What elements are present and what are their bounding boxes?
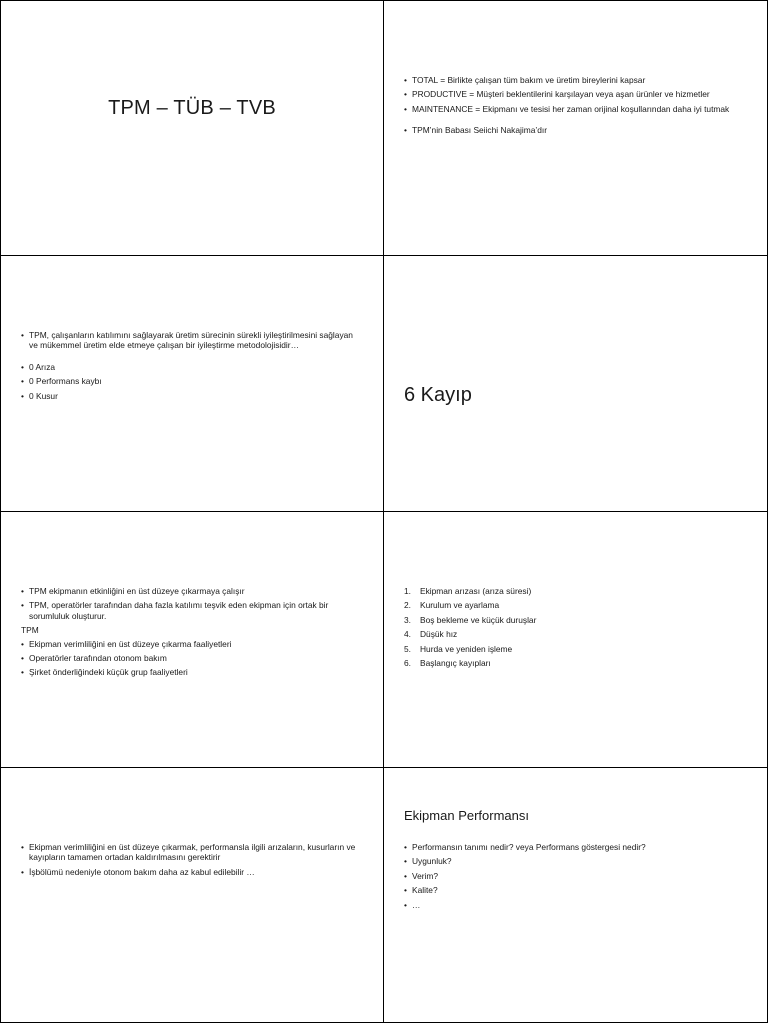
numbered-item <box>404 644 745 654</box>
bullet-item: • 0 Kusur <box>21 391 361 401</box>
slide-title: Ekipman Performansı <box>404 808 529 823</box>
bullet-item: • TPM ekipmanın etkinliğini en üst düzeye çıkarmaya çalışır <box>21 586 361 596</box>
bullet-list <box>404 842 745 914</box>
slide-1 <box>1 1 384 256</box>
bullet-item: • Ekipman verimliliğini en üst düzeye çıkarmak, performansla ilgili arızaların, kusurların ve kayıpların tamamen ortadan kaldırılmasını gerektirir <box>21 842 361 863</box>
bullet-item: • MAINTENANCE = Ekipmanı ve tesisi her zaman orijinal koşullarından daha iyi tutmak <box>404 104 745 114</box>
item-text: Kurulum ve ayarlama <box>420 600 500 611</box>
plain-label: TPM <box>21 625 39 636</box>
numbered-item <box>404 658 745 668</box>
bullet-item: • TOTAL = Birlikte çalışan tüm bakım ve üretim bireylerini kapsar <box>404 75 745 85</box>
bullet-item: • Uygunluk? <box>404 856 745 866</box>
bullet-item: • Operatörler tarafından otonom bakım <box>21 653 361 663</box>
slide-8 <box>384 768 768 1023</box>
bullet-item: • TPM, operatörler tarafından daha fazla katılımı teşvik eden ekipman için ortak bir sorumluluk oluşturur. <box>21 600 361 621</box>
slide-7 <box>1 768 384 1023</box>
numbered-item <box>404 629 745 639</box>
item-text: Ekipman arızası (arıza süresi) <box>420 586 532 596</box>
item-number: 5. <box>404 643 411 654</box>
bullet-item: • Verim? <box>404 871 745 881</box>
bullet-item: • TPM’nin Babası Seiichi Nakajima’dır <box>404 125 745 135</box>
bullet-item: • … <box>404 900 745 910</box>
numbered-list <box>404 586 745 672</box>
bullet-item: • Performansın tanımı nedir? veya Performans göstergesi nedir? <box>404 842 745 852</box>
item-text: Boş bekleme ve küçük duruşlar <box>420 614 537 625</box>
item-number: 2. <box>404 600 411 611</box>
slide-6 <box>384 512 768 768</box>
item-number: 3. <box>404 614 411 625</box>
bullet-list <box>21 586 361 682</box>
slide-3 <box>1 256 384 512</box>
item-text: Hurda ve yeniden işleme <box>420 643 513 654</box>
bullet-list <box>21 330 361 405</box>
slide-2 <box>384 1 768 256</box>
bullet-item: • Şirket önderliğindeki küçük grup faaliyetleri <box>21 667 361 677</box>
numbered-item <box>404 600 745 610</box>
item-text: Düşük hız <box>420 629 458 640</box>
bullet-list <box>404 75 745 140</box>
bullet-item: • İşbölümü nedeniyle otonom bakım daha az kabul edilebilir … <box>21 867 361 877</box>
bullet-list <box>21 842 361 881</box>
slide-4 <box>384 256 768 512</box>
numbered-item <box>404 586 745 596</box>
numbered-item <box>404 615 745 625</box>
slide-5 <box>1 512 384 768</box>
bullet-item: • 0 Performans kaybı <box>21 376 361 386</box>
bullet-item: • Ekipman verimliliğini en üst düzeye çıkarma faaliyetleri <box>21 639 361 649</box>
bullet-item: • PRODUCTIVE = Müşteri beklentilerini karşılayan veya aşan ürünler ve hizmetler <box>404 89 745 99</box>
item-number: 1. <box>404 586 411 596</box>
bullet-item: • Kalite? <box>404 885 745 895</box>
slide-title: TPM – TÜB – TVB <box>108 97 276 119</box>
bullet-item: • TPM, çalışanların katılımını sağlayarak üretim sürecinin sürekli iyileştirilmesini sağlayan ve mükemmel üretim elde etmeye çalışan bir iyileştirme metodolojisidir… <box>21 330 361 351</box>
item-number: 4. <box>404 629 411 640</box>
bullet-item: • 0 Arıza <box>21 362 361 372</box>
item-number: 6. <box>404 658 411 669</box>
slide-title: 6 Kayıp <box>404 384 472 406</box>
item-text: Başlangıç kayıpları <box>420 658 491 669</box>
